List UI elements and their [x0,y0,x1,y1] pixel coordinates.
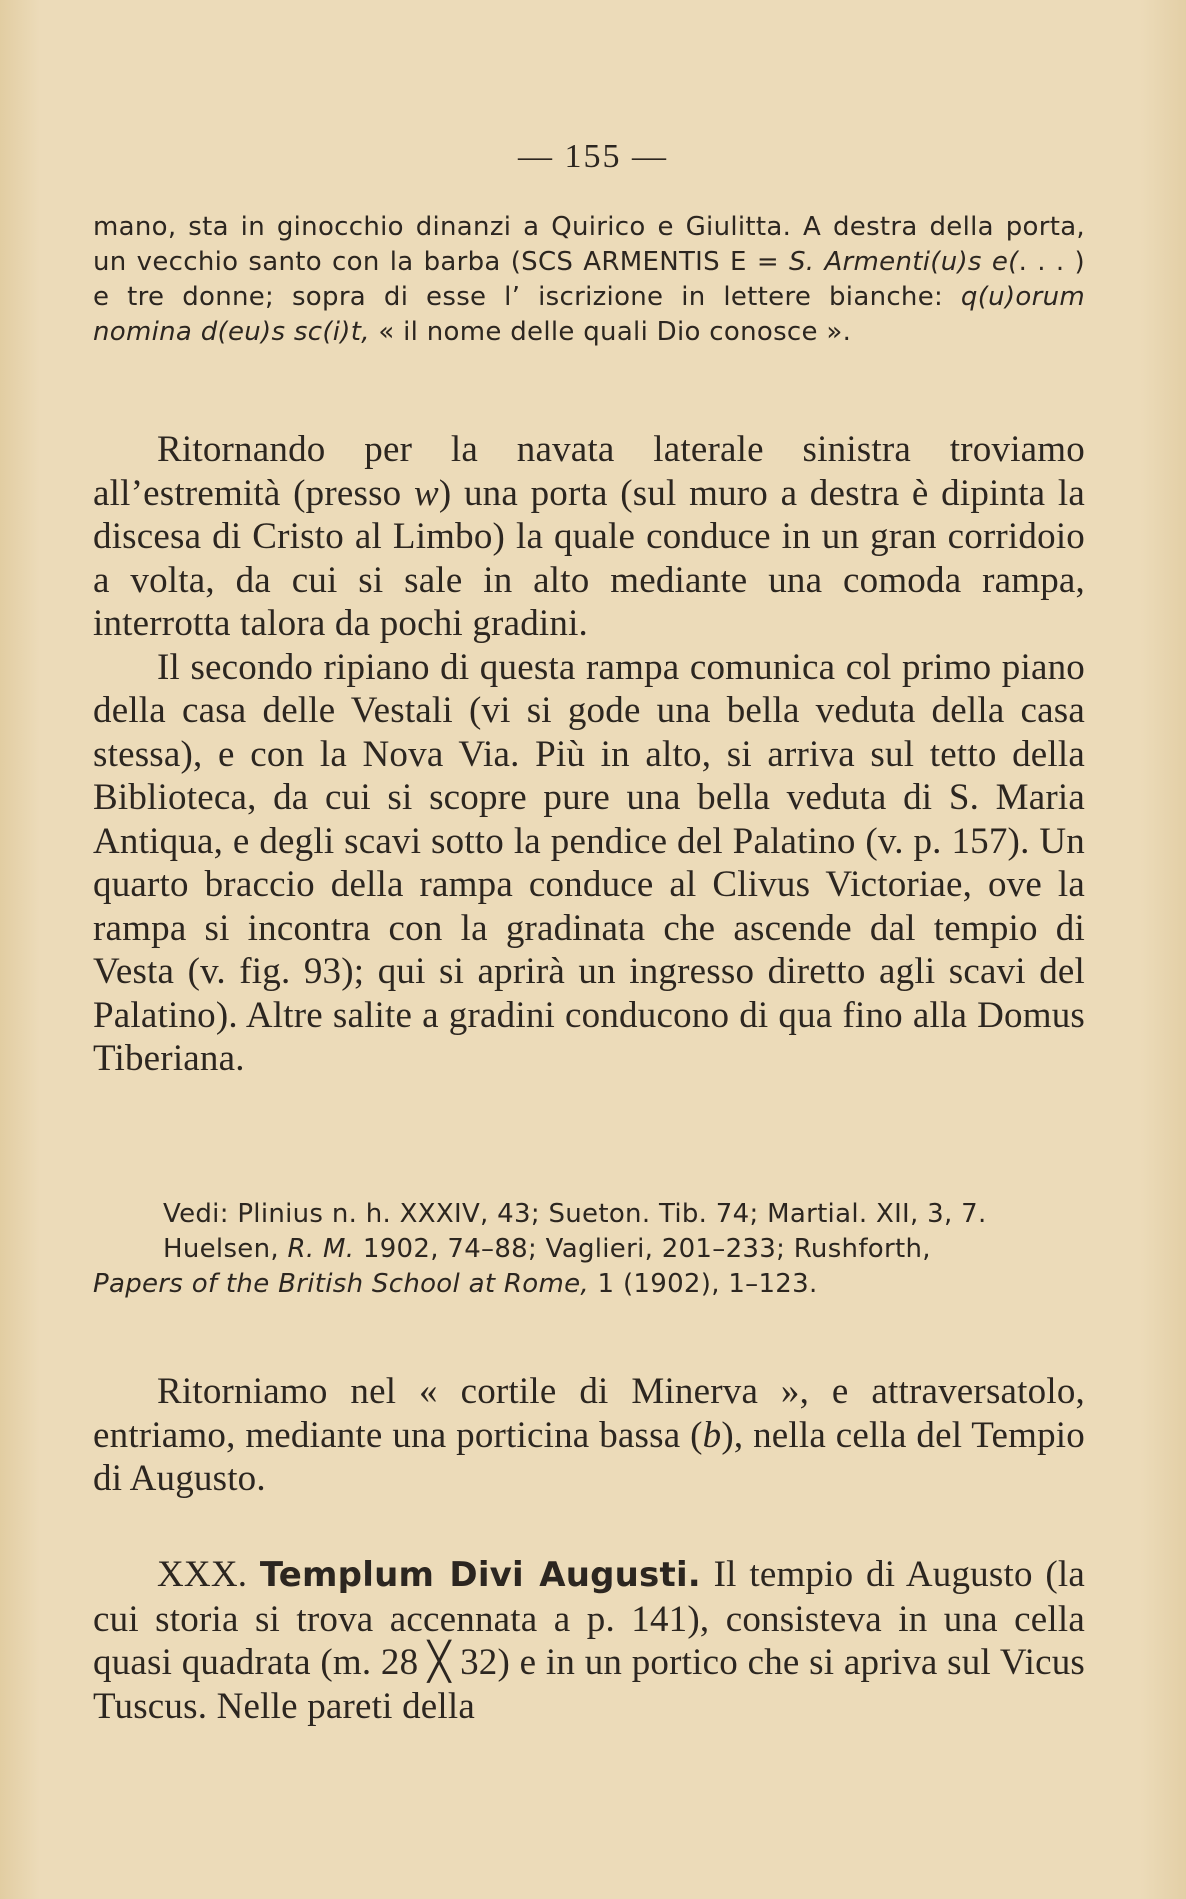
reference-line-2: Huelsen, R. M. 1902, 74–88; Vaglieri, 201–233; Rushforth, [163,1234,931,1264]
paragraph-inscription [93,210,1085,350]
main-text-block [93,428,1085,1081]
inscription-text: mano, sta in ginocchio dinanzi a Quirico e Giulitta. A destra della porta, un vecchio santo con la barba (SCS ARMENTIS E = S. Armenti(u)s e(. . . ) e tre donne; sopra di esse l’ iscrizione in lettere bianche: q(u)orum nomina d(eu)s sc(i)t, « il nome delle quali Dio conosce ». [93,212,1085,347]
paragraph-templum: XXX. Templum Divi Augusti. Il tempio di Augusto (la cui storia si trova accennata a p. 141), consisteva in una cella quasi quadrata (m. 28 ╳ 32) e in un portico che si apriva sul Vicus Tuscus. Nelle pareti della [93,1554,1085,1727]
page-number: — 155 — [518,138,668,175]
paragraph-ritornando: Ritornando per la navata laterale sinistra troviamo all’estremità (presso w) una porta (sul muro a destra è dipinta la discesa di Cristo al Limbo) la quale conduce in un gran corridoio a volta, da cui si sale in alto mediante una comoda rampa, interrotta talora da pochi gradini. [93,429,1085,644]
references [93,1197,1085,1302]
paragraph-ritorniamo: Ritorniamo nel « cortile di Minerva », e attraversatolo, entriamo, mediante una porticina bassa (b), nella cella del Tempio di Augusto. [93,1371,1085,1499]
section-title: Templum Divi Augusti. [259,1555,701,1595]
reference-line-3: Papers of the British School at Rome, 1 (1902), 1–123. [93,1269,818,1299]
section-number: XXX. [157,1554,260,1595]
reference-line-1: Vedi: Plinius n. h. XXXIV, 43; Sueton. Tib. 74; Martial. XII, 3, 7. [163,1199,987,1229]
paragraph-secondo-ripiano: Il secondo ripiano di questa rampa comunica col primo piano della casa delle Vestali (vi si gode una bella veduta della casa stessa), e con la Nova Via. Più in alto, si arriva sul tetto della Biblioteca, da cui si scopre pure una bella veduta di S. Maria Antiqua, e degli scavi sotto la pendice del Palatino (v. p. 157). Un quarto braccio della rampa conduce al Clivus Victoriae, ove la rampa si incontra con la gradinata che ascende dal tempio di Vesta (v. fig. 93); qui si aprirà un ingresso diretto agli scavi del Palatino). Altre salite a gradini conducono di qua fino alla Domus Tiberiana. [93,646,1085,1079]
